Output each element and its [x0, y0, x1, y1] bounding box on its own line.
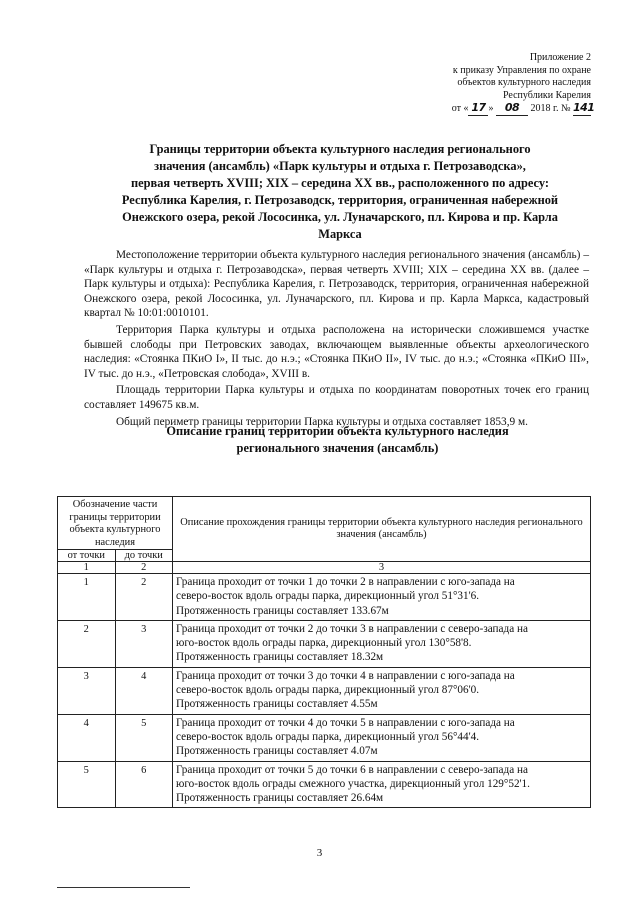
header-part: Обозначение части границы территории объекта культурного наследия [58, 497, 173, 550]
table-heading-line-2: регионального значения (ансамбль) [236, 441, 439, 455]
paragraph-area: Площадь территории Парка культуры и отдыха по координатам поворотных точек его границ составляет 149675 кв.м. [84, 384, 589, 411]
row-description-line: юго-восток вдоль ограды смежного участка, дирекционный угол 129°52'1. [176, 777, 530, 790]
row-from: 1 [58, 574, 116, 621]
date-month: 08 [496, 102, 528, 116]
table-row [58, 761, 591, 808]
footer-divider [57, 887, 190, 888]
appendix-line-2: к приказу Управления по охране [452, 64, 591, 76]
row-length: Протяженность границы составляет 4.55м [176, 698, 378, 711]
row-to: 2 [115, 574, 173, 621]
row-to: 3 [115, 620, 173, 667]
column-number-1: 1 [58, 562, 116, 574]
title-line-5: Онежского озера, рекой Лососинка, ул. Луначарского, пл. Кирова и пр. Карла [122, 210, 558, 224]
table-heading [90, 423, 585, 457]
row-description-line: северо-восток вдоль ограды парка, дирекционный угол 56°44'4. [176, 730, 480, 743]
row-description [173, 620, 591, 667]
title-line-2: значения (ансамбль) «Парк культуры и отдыха г. Петрозаводска», [154, 159, 526, 173]
row-from: 3 [58, 667, 116, 714]
table-heading-line-1: Описание границ территории объекта культурного наследия [166, 424, 509, 438]
table-column-numbers [58, 562, 591, 574]
row-from: 5 [58, 761, 116, 808]
row-length: Протяженность границы составляет 26.64м [176, 792, 384, 805]
title-line-4: Республика Карелия, г. Петрозаводск, территория, ограниченная набережной [121, 193, 559, 207]
paragraph-perimeter: Общий периметр границы территории Парка культуры и отдыха составляет 1853,9 м. [116, 415, 528, 428]
paragraph-location: Местоположение территории объекта культурного наследия регионального значения (ансамбль) – «Парк культуры и отдыха г. Петрозаводска», первая четверть XVIII; XIX – середина XX вв. (далее – Парк культуры и отдыха): Республика Карелия, г. Петрозаводск, территория, ограниченная набережной Онежского озера, рекой Лососинка, ул. Луначарского, пл. Кирова и пр. Карла Маркса, кадастровый квартал № 10:01:0010101. [84, 249, 589, 320]
page-number: 3 [316, 847, 323, 859]
date-mid: » [488, 103, 494, 114]
row-description [173, 574, 591, 621]
title-line-3: первая четверть XVIII; XIX – середина XX вв., расположенного по адресу: [131, 176, 549, 190]
title-line-6: Маркса [318, 227, 362, 241]
row-description [173, 667, 591, 714]
row-length: Протяженность границы составляет 133.67м [176, 604, 389, 617]
table-row [58, 574, 591, 621]
row-description-line: Граница проходит от точки 5 до точки 6 в направлении с северо-запада на [176, 763, 528, 776]
header-to-point: до точки [115, 550, 173, 562]
table-row [58, 620, 591, 667]
row-description-line: юго-восток вдоль ограды парка, дирекционный угол 130°58'8. [176, 637, 472, 650]
row-description-line: Граница проходит от точки 1 до точки 2 в направлении с юго-запада на [176, 576, 515, 588]
row-description-line: северо-восток вдоль ограды парка, дирекционный угол 51°31'6. [176, 590, 480, 603]
appendix-header [361, 52, 595, 116]
appendix-line-1: Приложение 2 [529, 52, 591, 63]
table-header-row [58, 497, 591, 550]
row-description-line: северо-восток вдоль ограды парка, дирекционный угол 87°06'0. [176, 684, 480, 697]
row-to: 4 [115, 667, 173, 714]
row-to: 5 [115, 714, 173, 761]
row-length: Протяженность границы составляет 4.07м [176, 745, 378, 758]
appendix-line-3: объектов культурного наследия [457, 77, 591, 88]
order-number: 141 [573, 101, 595, 114]
row-description-line: Граница проходит от точки 4 до точки 5 в направлении с юго-запада на [176, 716, 515, 729]
header-description: Описание прохождения границы территории объекта культурного наследия регионального значения (ансамбль) [173, 497, 591, 562]
row-to: 6 [115, 761, 173, 808]
row-length: Протяженность границы составляет 18.32м [176, 651, 384, 664]
paragraph-territory: Территория Парка культуры и отдыха расположена на исторически сложившемся участке бывшей слободы при Петровских заводах, включающем выявленные объекты археологического наследия: «Стоянка ПКиО I», II тыс. до н.э.; «Стоянка ПКиО II», IV тыс. до н.э.; «Стоянка «ПКиО III», IV тыс. до н.э., «Петровская слобода», XVIII в. [84, 323, 589, 380]
appendix-date-line [361, 101, 595, 116]
appendix-line-4: Республики Карелия [502, 89, 591, 101]
header-from-point: от точки [58, 550, 116, 562]
row-description-line: Граница проходит от точки 3 до точки 4 в направлении с юго-запада на [176, 669, 515, 682]
body-text [84, 248, 589, 429]
column-number-3: 3 [173, 562, 591, 574]
date-day: 17 [468, 102, 488, 116]
row-description-line: Граница проходит от точки 2 до точки 3 в направлении с северо-запада на [176, 622, 528, 635]
row-description [173, 714, 591, 761]
table-row [58, 714, 591, 761]
row-from: 4 [58, 714, 116, 761]
document-title [70, 141, 610, 243]
title-line-1: Границы территории объекта культурного наследия регионального [149, 142, 531, 156]
row-description [173, 761, 591, 808]
border-description-table [57, 496, 591, 808]
table-row [58, 667, 591, 714]
row-from: 2 [58, 620, 116, 667]
date-prefix: от « [451, 103, 469, 114]
column-number-2: 2 [115, 562, 173, 574]
date-year: 2018 г. № [530, 103, 571, 114]
